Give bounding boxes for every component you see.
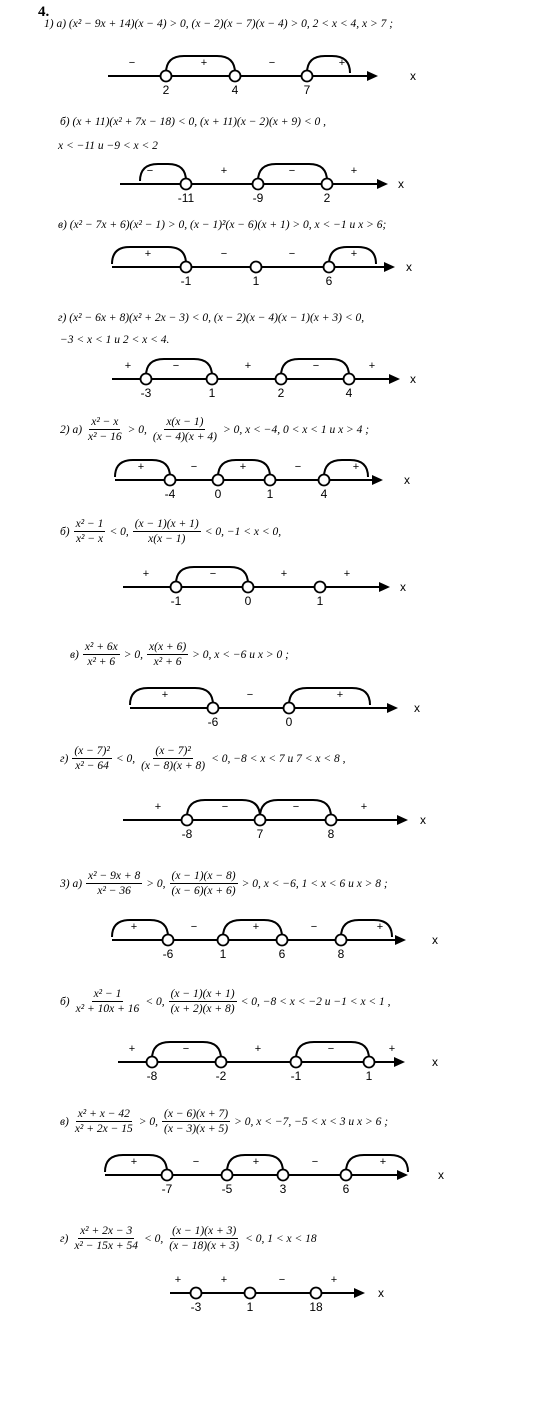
fraction-numerator: x² − 1 <box>93 988 122 1000</box>
equation-text: < 0, 1 < x < 18 <box>245 1232 317 1245</box>
point-label: 1 <box>252 274 260 288</box>
sign-mark: + <box>360 801 368 813</box>
point-label: 3 <box>279 1182 287 1196</box>
sign-mark: + <box>220 1274 228 1286</box>
point-label: -9 <box>252 191 264 205</box>
axis-label: x <box>406 260 412 274</box>
point-label: 2 <box>162 83 170 97</box>
sign-mark: − <box>128 57 136 69</box>
fraction-numerator: (x − 1)(x + 3) <box>172 1225 237 1237</box>
equation-text: < 0, −8 < x < −2 и −1 < x < 1 , <box>240 995 391 1008</box>
sign-mark: − <box>172 360 180 372</box>
sign-mark: + <box>343 568 351 580</box>
fraction-numerator: x² − 1 <box>75 518 104 530</box>
fraction-denominator: x² + 2x − 15 <box>74 1123 133 1135</box>
axis-label: x <box>420 813 426 827</box>
sign-mark: − <box>288 248 296 260</box>
equation-text: > 0, x < −6, 1 < x < 6 и x > 8 ; <box>241 877 388 890</box>
fraction-numerator: x² + 2x − 3 <box>80 1225 133 1237</box>
equation-text: 3) а) <box>60 877 83 890</box>
point-label: 18 <box>309 1300 323 1314</box>
equation-text: < 0, −1 < x < 0, <box>204 525 282 538</box>
fraction-denominator: x² + 6 <box>87 656 116 668</box>
fraction-denominator: x² + 6 <box>153 656 182 668</box>
point-label: 1 <box>219 947 227 961</box>
point-label: -1 <box>290 1069 302 1083</box>
fraction-denominator: x² − 64 <box>75 760 109 772</box>
fraction-numerator: (x − 1)(x − 8) <box>171 870 236 882</box>
sign-mark: + <box>330 1274 338 1286</box>
axis-label: x <box>404 473 410 487</box>
sign-mark: + <box>239 461 247 473</box>
equation-text: < 0, −8 < x < 7 и 7 < x < 8 , <box>211 752 346 765</box>
point-label: 1 <box>316 594 324 608</box>
point-label: 7 <box>303 83 311 97</box>
sign-mark: + <box>137 461 145 473</box>
point-label: 6 <box>278 947 286 961</box>
point-label: 2 <box>323 191 331 205</box>
fraction-denominator: (x − 8)(x + 8) <box>141 760 206 772</box>
equation-text: < 0, <box>115 752 136 765</box>
equation-text: < 0, <box>109 525 129 538</box>
equation-text: > 0, <box>127 423 147 436</box>
fraction-denominator: x² − 36 <box>97 885 131 897</box>
equation-text: > 0, x < −7, −5 < x < 3 и x > 6 ; <box>234 1115 389 1128</box>
equation-text: > 0, x < −4, 0 < x < 1 и x > 4 ; <box>222 423 370 436</box>
axis-label: x <box>410 372 416 386</box>
sign-mark: − <box>288 165 296 177</box>
sign-mark: + <box>244 360 252 372</box>
sign-mark: − <box>221 801 229 813</box>
fraction-denominator: (x − 4)(x + 4) <box>152 431 217 443</box>
fraction-numerator: (x − 7)² <box>74 745 110 757</box>
fraction-numerator: (x − 1)(x + 1) <box>134 518 199 530</box>
point-label: -1 <box>170 594 182 608</box>
sign-mark: + <box>368 360 376 372</box>
point-label: 8 <box>327 827 335 841</box>
fraction-numerator: (x − 1)(x + 1) <box>170 988 235 1000</box>
sign-mark: − <box>146 165 154 177</box>
point-label: 0 <box>214 487 222 501</box>
problem-number: 4. <box>38 4 50 20</box>
fraction-denominator: (x − 3)(x + 5) <box>164 1123 229 1135</box>
point-label: 1 <box>365 1069 373 1083</box>
fraction-denominator: (x − 6)(x + 6) <box>171 885 236 897</box>
sign-mark: − <box>192 1156 200 1168</box>
fraction-numerator: x² + x − 42 <box>77 1108 130 1120</box>
equation-1b2: x < −11 и −9 < x < 2 <box>58 140 158 152</box>
sign-mark: + <box>124 360 132 372</box>
open-point <box>191 1288 202 1299</box>
point-label: 0 <box>285 715 293 729</box>
fraction-numerator: x² + 6x <box>84 641 118 653</box>
sign-mark: + <box>280 568 288 580</box>
point-label: -3 <box>190 1300 202 1314</box>
point-label: -4 <box>164 487 176 501</box>
sign-mark: + <box>350 248 358 260</box>
axis-label: x <box>414 701 420 715</box>
fraction-numerator: x(x + 6) <box>149 641 187 653</box>
sign-mark: − <box>327 1043 335 1055</box>
axis-label: x <box>378 1286 384 1300</box>
axis-label: x <box>432 933 438 947</box>
point-label: -3 <box>140 386 152 400</box>
point-label: -8 <box>146 1069 158 1083</box>
axis-label: x <box>410 69 416 83</box>
point-label: 1 <box>266 487 274 501</box>
point-label: 1 <box>246 1300 254 1314</box>
sign-mark: − <box>209 568 217 580</box>
point-label: 4 <box>320 487 328 501</box>
point-label: 4 <box>231 83 239 97</box>
fraction-denominator: (x − 18)(x + 3) <box>169 1240 240 1252</box>
sign-mark: − <box>220 248 228 260</box>
sign-mark: + <box>130 921 138 933</box>
sign-mark: + <box>388 1043 396 1055</box>
point-label: 8 <box>337 947 345 961</box>
fraction-denominator: (x + 2)(x + 8) <box>170 1003 235 1015</box>
sign-mark: + <box>200 57 208 69</box>
equation-text: < 0, <box>145 995 165 1008</box>
fraction-denominator: x² − 15x + 54 <box>74 1240 139 1252</box>
fraction-numerator: (x − 6)(x + 7) <box>164 1108 229 1120</box>
sign-mark: − <box>310 921 318 933</box>
sign-mark: − <box>182 1043 190 1055</box>
sign-mark: − <box>278 1274 286 1286</box>
point-label: -2 <box>215 1069 227 1083</box>
equation-text: > 0, <box>138 1115 159 1128</box>
point-label: -6 <box>162 947 174 961</box>
point-label: -11 <box>177 191 195 205</box>
equation-text: в) <box>70 648 79 661</box>
equation-text: в) <box>60 1115 69 1128</box>
sign-mark: + <box>174 1274 182 1286</box>
sign-mark: + <box>336 689 344 701</box>
point-label: -6 <box>207 715 219 729</box>
sign-mark: + <box>350 165 358 177</box>
sign-mark: + <box>338 57 346 69</box>
point-label: -7 <box>161 1182 173 1196</box>
point-label: 0 <box>244 594 252 608</box>
equation-text: > 0, x < −6 и x > 0 ; <box>192 648 289 661</box>
equation-text: б) <box>60 525 70 538</box>
equation-1b: б) (x + 11)(x² + 7x − 18) < 0, (x + 11)(x − 2)(x + 9) < 0 , <box>60 116 326 128</box>
fraction-denominator: x² − x <box>75 533 104 545</box>
fraction-denominator: x² + 10x + 16 <box>75 1003 140 1015</box>
point-label: -1 <box>180 274 192 288</box>
sign-mark: − <box>268 57 276 69</box>
fraction-numerator: x² − 9x + 8 <box>88 870 141 882</box>
sign-mark: + <box>252 1156 260 1168</box>
axis-label: x <box>400 580 406 594</box>
fraction-numerator: (x − 7)² <box>155 745 191 757</box>
point-label: 7 <box>256 827 264 841</box>
axis-arrow-icon <box>354 1288 365 1298</box>
sign-mark: + <box>128 1043 136 1055</box>
fraction-numerator: x(x − 1) <box>166 416 204 428</box>
point-label: 2 <box>277 386 285 400</box>
open-point <box>311 1288 322 1299</box>
point-label: 4 <box>345 386 353 400</box>
sign-mark: + <box>252 921 260 933</box>
equation-text: г) <box>60 752 69 765</box>
sign-mark: + <box>379 1156 387 1168</box>
fraction-numerator: x² − x <box>91 416 119 428</box>
fraction-denominator: x(x − 1) <box>148 533 186 545</box>
equation-text: > 0, <box>146 877 166 890</box>
axis-label: x <box>432 1055 438 1069</box>
sign-mark: − <box>294 461 302 473</box>
axis-label: x <box>438 1168 444 1182</box>
equation-1v: в) (x² − 7x + 6)(x² − 1) > 0, (x − 1)²(x − 6)(x + 1) > 0, x < −1 и x > 6; <box>58 219 387 231</box>
point-label: 6 <box>342 1182 350 1196</box>
sign-mark: + <box>254 1043 262 1055</box>
sign-mark: + <box>154 801 162 813</box>
sign-mark: + <box>220 165 228 177</box>
sign-mark: + <box>161 689 169 701</box>
sign-mark: − <box>312 360 320 372</box>
point-label: -5 <box>221 1182 233 1196</box>
sign-mark: − <box>190 461 198 473</box>
point-label: -8 <box>181 827 193 841</box>
point-label: 6 <box>325 274 333 288</box>
sign-mark: − <box>311 1156 319 1168</box>
equation-1a: 1) а) (x² − 9x + 14)(x − 4) > 0, (x − 2)(x − 7)(x − 4) > 0, 2 < x < 4, x > 7 ; <box>44 18 394 30</box>
equation-1g2: −3 < x < 1 и 2 < x < 4. <box>60 334 170 346</box>
sign-mark: − <box>246 689 254 701</box>
equation-text: < 0, <box>144 1232 164 1245</box>
sign-mark: − <box>292 801 300 813</box>
open-point <box>245 1288 256 1299</box>
axis-label: x <box>398 177 404 191</box>
equation-1g: г) (x² − 6x + 8)(x² + 2x − 3) < 0, (x − 2)(x − 4)(x − 1)(x + 3) < 0, <box>58 312 365 324</box>
equation-text: > 0, <box>123 648 144 661</box>
sign-mark: + <box>142 568 150 580</box>
fraction-denominator: x² − 16 <box>88 431 122 443</box>
equation-text: г) <box>60 1232 69 1245</box>
sign-mark: + <box>376 921 384 933</box>
equation-text: 2) а) <box>60 423 83 436</box>
sign-mark: + <box>352 461 360 473</box>
sign-mark: + <box>130 1156 138 1168</box>
equation-text: б) <box>60 995 70 1008</box>
sign-mark: + <box>144 248 152 260</box>
point-label: 1 <box>208 386 216 400</box>
sign-mark: − <box>190 921 198 933</box>
